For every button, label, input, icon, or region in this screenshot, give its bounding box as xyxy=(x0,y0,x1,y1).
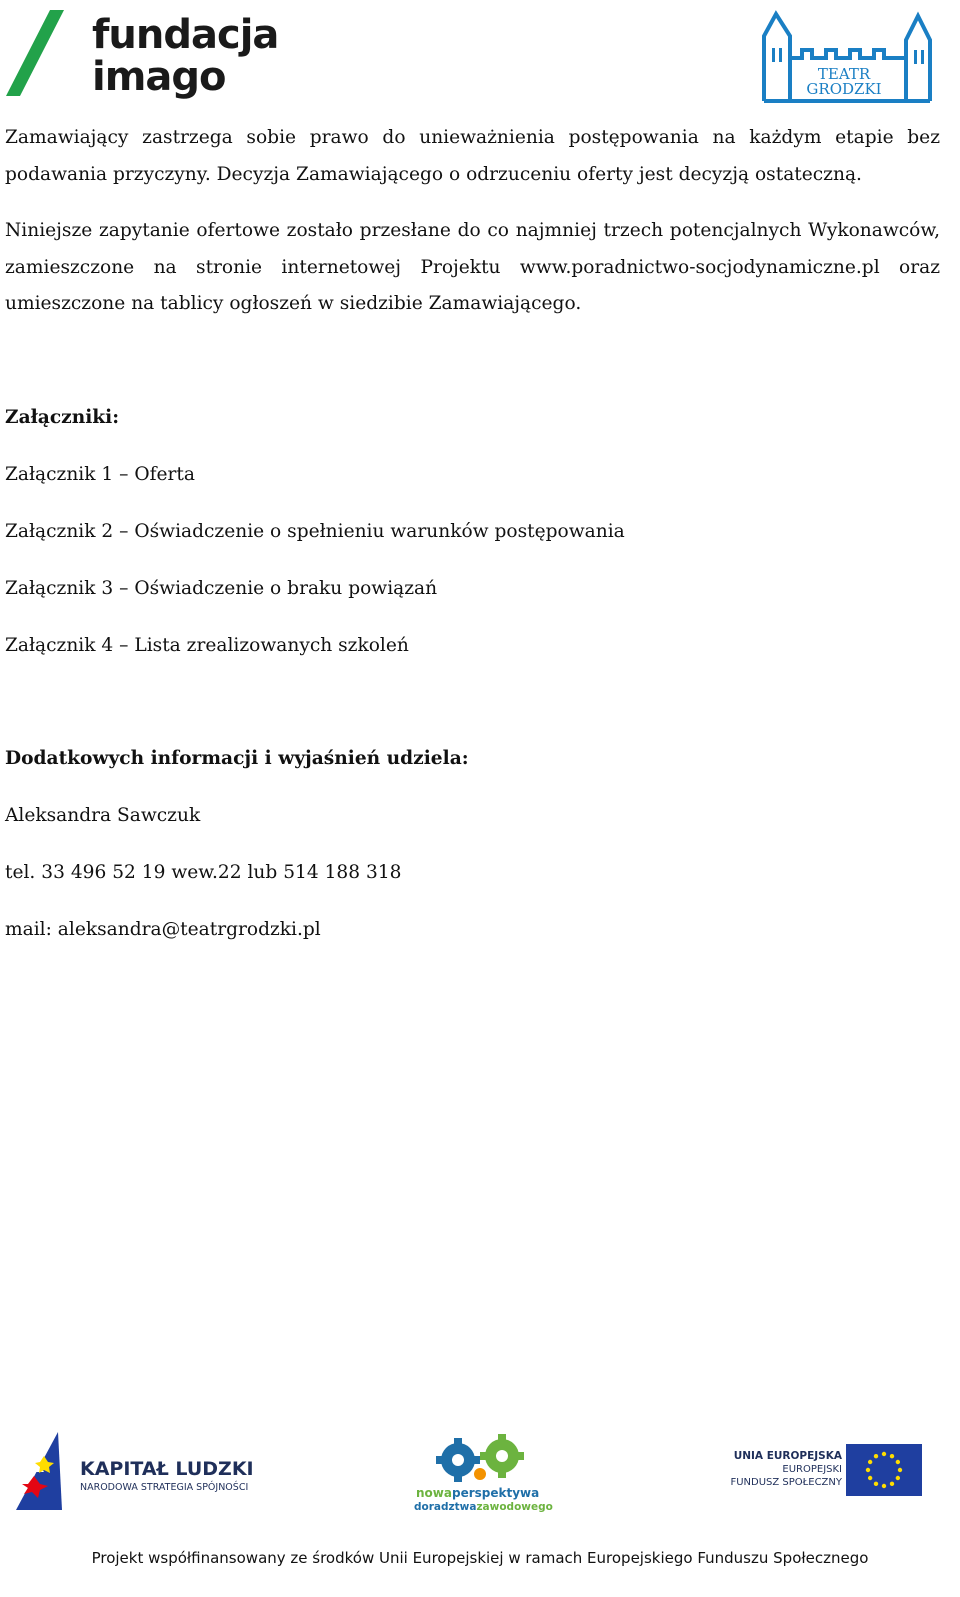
nowa-perspektywa-line2 xyxy=(414,1501,553,1513)
eu-text-block xyxy=(730,1450,842,1489)
contact-phone: tel. 33 496 52 19 wew.22 lub 514 188 318 xyxy=(5,862,402,883)
np-text-perspektywa: perspektywa xyxy=(451,1486,540,1500)
eu-text-line3: FUNDUSZ SPOŁECZNY xyxy=(730,1477,842,1488)
kapital-ludzki-logo xyxy=(14,1432,254,1512)
eu-star xyxy=(874,1482,878,1486)
imago-slash-icon xyxy=(4,8,90,100)
attachments-heading: Załączniki: xyxy=(5,407,120,428)
eu-star xyxy=(866,1468,870,1472)
gears-icon xyxy=(408,1434,558,1486)
paragraph-annulment: Zamawiający zastrzega sobie prawo do unieważnienia postępowania na każdym etapie bez podawania przyczyny. Decyzja Zamawiającego o odrzuceniu oferty jest decyzją ostateczną. xyxy=(5,127,940,185)
unia-europejska-logo xyxy=(726,1444,922,1500)
eu-star xyxy=(868,1460,872,1464)
teatr-grodzki-logo xyxy=(756,6,946,116)
eu-star xyxy=(874,1454,878,1458)
eu-star xyxy=(868,1476,872,1480)
imago-logo-line1: fundacja xyxy=(92,12,279,58)
eu-flag-icon xyxy=(846,1444,922,1496)
eu-star xyxy=(898,1468,902,1472)
teatr-logo-line1: TEATR xyxy=(817,65,871,83)
nowa-perspektywa-line1 xyxy=(416,1486,539,1500)
eu-star xyxy=(896,1476,900,1480)
nowa-perspektywa-logo xyxy=(408,1434,558,1518)
np-text-nowa: nowa xyxy=(416,1486,452,1500)
eu-star xyxy=(890,1454,894,1458)
imago-logo-text xyxy=(92,14,278,98)
contact-heading: Dodatkowych informacji i wyjaśnień udziela: xyxy=(5,748,469,769)
eu-star xyxy=(896,1460,900,1464)
kapital-ludzki-subtitle: NARODOWA STRATEGIA SPÓJNOŚCI xyxy=(80,1482,249,1493)
np-text-doradztwa: doradztwa xyxy=(414,1501,477,1513)
kapital-ludzki-title: KAPITAŁ LUDZKI xyxy=(80,1458,254,1480)
attachment-item: Załącznik 2 – Oświadczenie o spełnieniu warunków postępowania xyxy=(5,521,625,542)
paragraph-distribution: Niniejsze zapytanie ofertowe zostało przesłane do co najmniej trzech potencjalnych Wykonawców, zamieszczone na stronie internetowej Projektu www.poradnictwo-socjodynamiczne.pl oraz umieszczone na tablicy ogłoszeń w siedzibie Zamawiającego. xyxy=(5,220,940,314)
eu-text-line1: UNIA EUROPEJSKA xyxy=(733,1450,842,1462)
cofinancing-note: Projekt współfinansowany ze środków Unii Europejskiej w ramach Europejskiego Funduszu Społecznego xyxy=(91,1549,869,1567)
attachment-item: Załącznik 4 – Lista zrealizowanych szkoleń xyxy=(5,635,409,656)
eu-star xyxy=(890,1482,894,1486)
contact-name: Aleksandra Sawczuk xyxy=(5,805,201,826)
eu-text-line2: EUROPEJSKI xyxy=(782,1464,842,1475)
eu-star xyxy=(882,1484,886,1488)
eu-star xyxy=(882,1452,886,1456)
attachment-item: Załącznik 1 – Oferta xyxy=(5,464,195,485)
np-text-zawodowego: zawodowego xyxy=(476,1501,553,1513)
teatr-logo-line2: GRODZKI xyxy=(806,80,882,98)
contact-mail: mail: aleksandra@teatrgrodzki.pl xyxy=(5,919,321,940)
fundacja-imago-logo xyxy=(4,8,284,100)
imago-logo-line2: imago xyxy=(92,54,226,100)
castle-icon xyxy=(756,6,946,116)
attachment-item: Załącznik 3 – Oświadczenie o braku powiązań xyxy=(5,578,438,599)
kapital-ludzki-emblem-icon xyxy=(14,1432,80,1512)
